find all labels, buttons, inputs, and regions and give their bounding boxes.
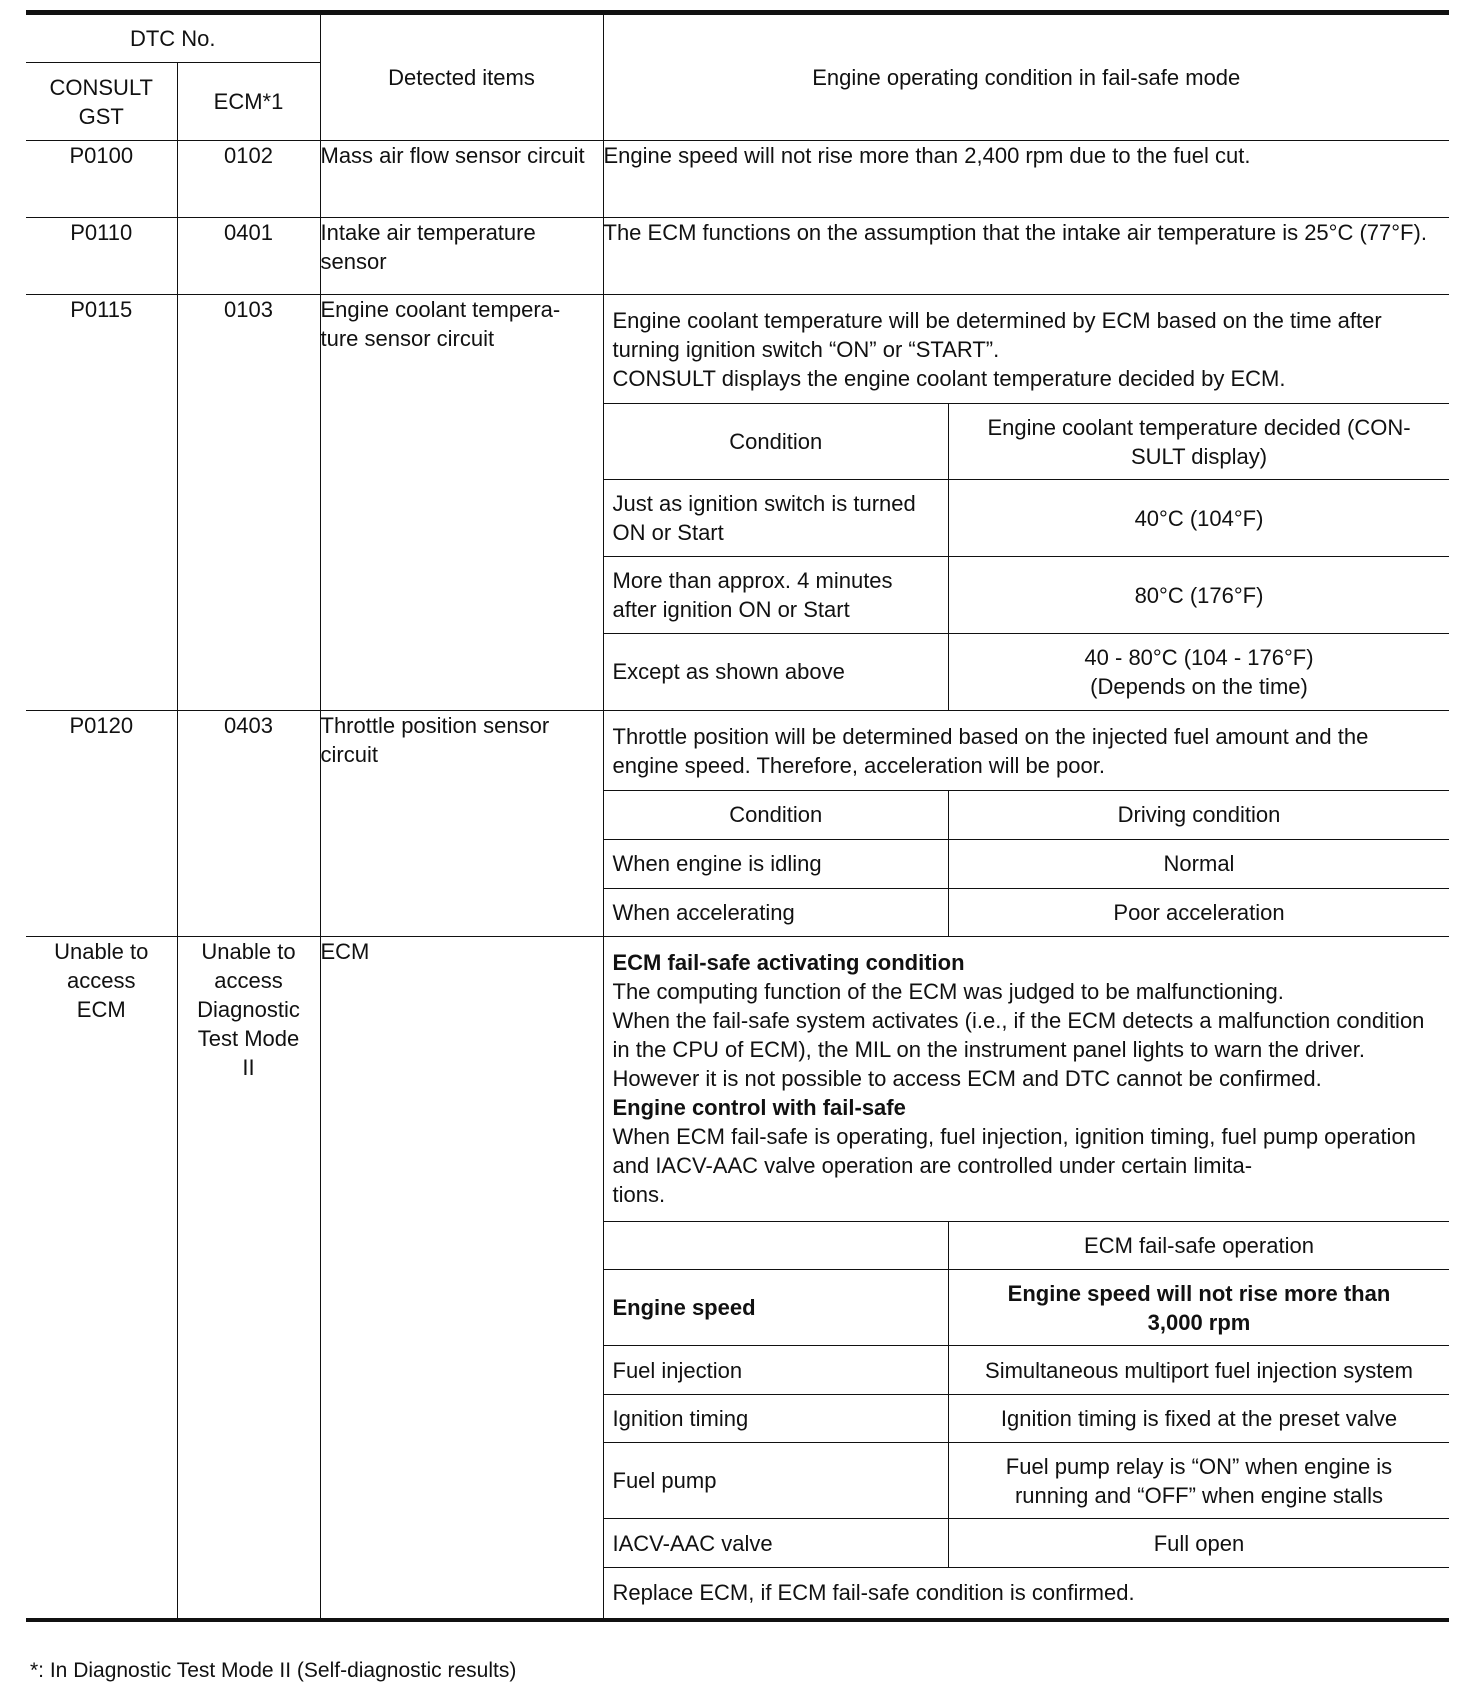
dtc-no-header: DTC No. (26, 13, 320, 63)
sub-condition: When engine is idling (604, 839, 949, 888)
coolant-temp-subtable (604, 403, 1450, 710)
sub-header-blank (604, 1222, 949, 1270)
sub-value: Full open (949, 1519, 1450, 1568)
activating-text: The computing function of the ECM was judged to be malfunctioning. When the fail-safe system activates (i.e., if the ECM detects a malfunction condition in the CPU of ECM), the MIL on the instrument panel lights to warn the driver. However it is not possible to access ECM and DTC cannot be confirmed. (612, 979, 1425, 1091)
sub-value: 40 - 80°C (104 - 176°F) (Depends on the time) (949, 634, 1450, 710)
sub-header-operation: ECM fail-safe operation (949, 1222, 1450, 1270)
sub-value: Engine speed will not rise more than 3,000 rpm (949, 1270, 1450, 1346)
table-row (26, 710, 1449, 937)
sub-item: Fuel pump (604, 1443, 949, 1519)
sub-header-temperature: Engine coolant temperature decided (CON- SULT display) (949, 404, 1450, 480)
sub-value: Ignition timing is fixed at the preset valve (949, 1395, 1450, 1443)
sub-value: Poor acceleration (949, 888, 1450, 936)
control-title: Engine control with fail-safe (612, 1095, 906, 1120)
sub-condition: More than approx. 4 minutes after ignition ON or Start (604, 557, 949, 634)
control-text: When ECM fail-safe is operating, fuel injection, ignition timing, fuel pump operation and IACV-AAC valve operation are controlled under certain limita- tions. (612, 1124, 1416, 1207)
sub-value: 80°C (176°F) (949, 557, 1450, 634)
sub-condition: When accelerating (604, 888, 949, 936)
ecm-header: ECM*1 (177, 63, 320, 141)
detected-item: Engine coolant tempera- ture sensor circuit (320, 295, 603, 711)
detected-item: ECM (320, 937, 603, 1620)
sub-condition: Just as ignition switch is turned ON or Start (604, 480, 949, 557)
table-row (26, 295, 1449, 711)
sub-item: Engine speed (604, 1270, 949, 1346)
replace-note: Replace ECM, if ECM fail-safe condition is confirmed. (604, 1568, 1450, 1618)
consult-code: P0120 (26, 710, 177, 937)
detected-item: Mass air flow sensor circuit (320, 141, 603, 218)
ecm-code: 0103 (177, 295, 320, 711)
sub-header-driving: Driving condition (949, 790, 1450, 839)
sub-value: 40°C (104°F) (949, 480, 1450, 557)
sub-value: Fuel pump relay is “ON” when engine is running and “OFF” when engine stalls (949, 1443, 1450, 1519)
detected-item: Intake air temperature sensor (320, 218, 603, 295)
operating-condition: Throttle position will be determined based on the injected fuel amount and the engine speed. Therefore, acceleration will be poor. (612, 723, 1369, 778)
detected-items-header: Detected items (320, 13, 603, 141)
operating-condition: Engine coolant temperature will be determined by ECM based on the time after turning ignition switch “ON” or “START”. CONSULT displays the engine coolant temperature decided by ECM. (612, 308, 1382, 391)
sub-value: Simultaneous multiport fuel injection system (949, 1346, 1450, 1395)
table-row (26, 141, 1449, 218)
detected-item: Throttle position sensor circuit (320, 710, 603, 937)
throttle-subtable (604, 790, 1450, 937)
sub-item: IACV-AAC valve (604, 1519, 949, 1568)
table-row (26, 937, 1449, 1620)
consult-code: P0115 (26, 295, 177, 711)
sub-header-condition: Condition (604, 404, 949, 480)
sub-condition: Except as shown above (604, 634, 949, 710)
ecm-code: Unable to access Diagnostic Test Mode II (177, 937, 320, 1620)
consult-gst-header: CONSULT GST (26, 63, 177, 141)
fail-safe-table (26, 10, 1449, 1622)
sub-value: Normal (949, 839, 1450, 888)
operating-condition-header: Engine operating condition in fail-safe mode (603, 13, 1449, 141)
ecm-code: 0403 (177, 710, 320, 937)
sub-item: Fuel injection (604, 1346, 949, 1395)
ecm-code: 0401 (177, 218, 320, 295)
activating-title: ECM fail-safe activating condition (612, 950, 965, 975)
ecm-code: 0102 (177, 141, 320, 218)
table-row (26, 218, 1449, 295)
operating-condition: Engine speed will not rise more than 2,400 rpm due to the fuel cut. (603, 141, 1449, 218)
sub-header-condition: Condition (604, 790, 949, 839)
consult-code: P0100 (26, 141, 177, 218)
sub-item: Ignition timing (604, 1395, 949, 1443)
consult-code: P0110 (26, 218, 177, 295)
footnote: *: In Diagnostic Test Mode II (Self-diagnostic results) (30, 1659, 517, 1682)
ecm-fail-safe-subtable (604, 1221, 1450, 1618)
consult-code: Unable to access ECM (26, 937, 177, 1620)
operating-condition: The ECM functions on the assumption that the intake air temperature is 25°C (77°F). (603, 218, 1449, 295)
